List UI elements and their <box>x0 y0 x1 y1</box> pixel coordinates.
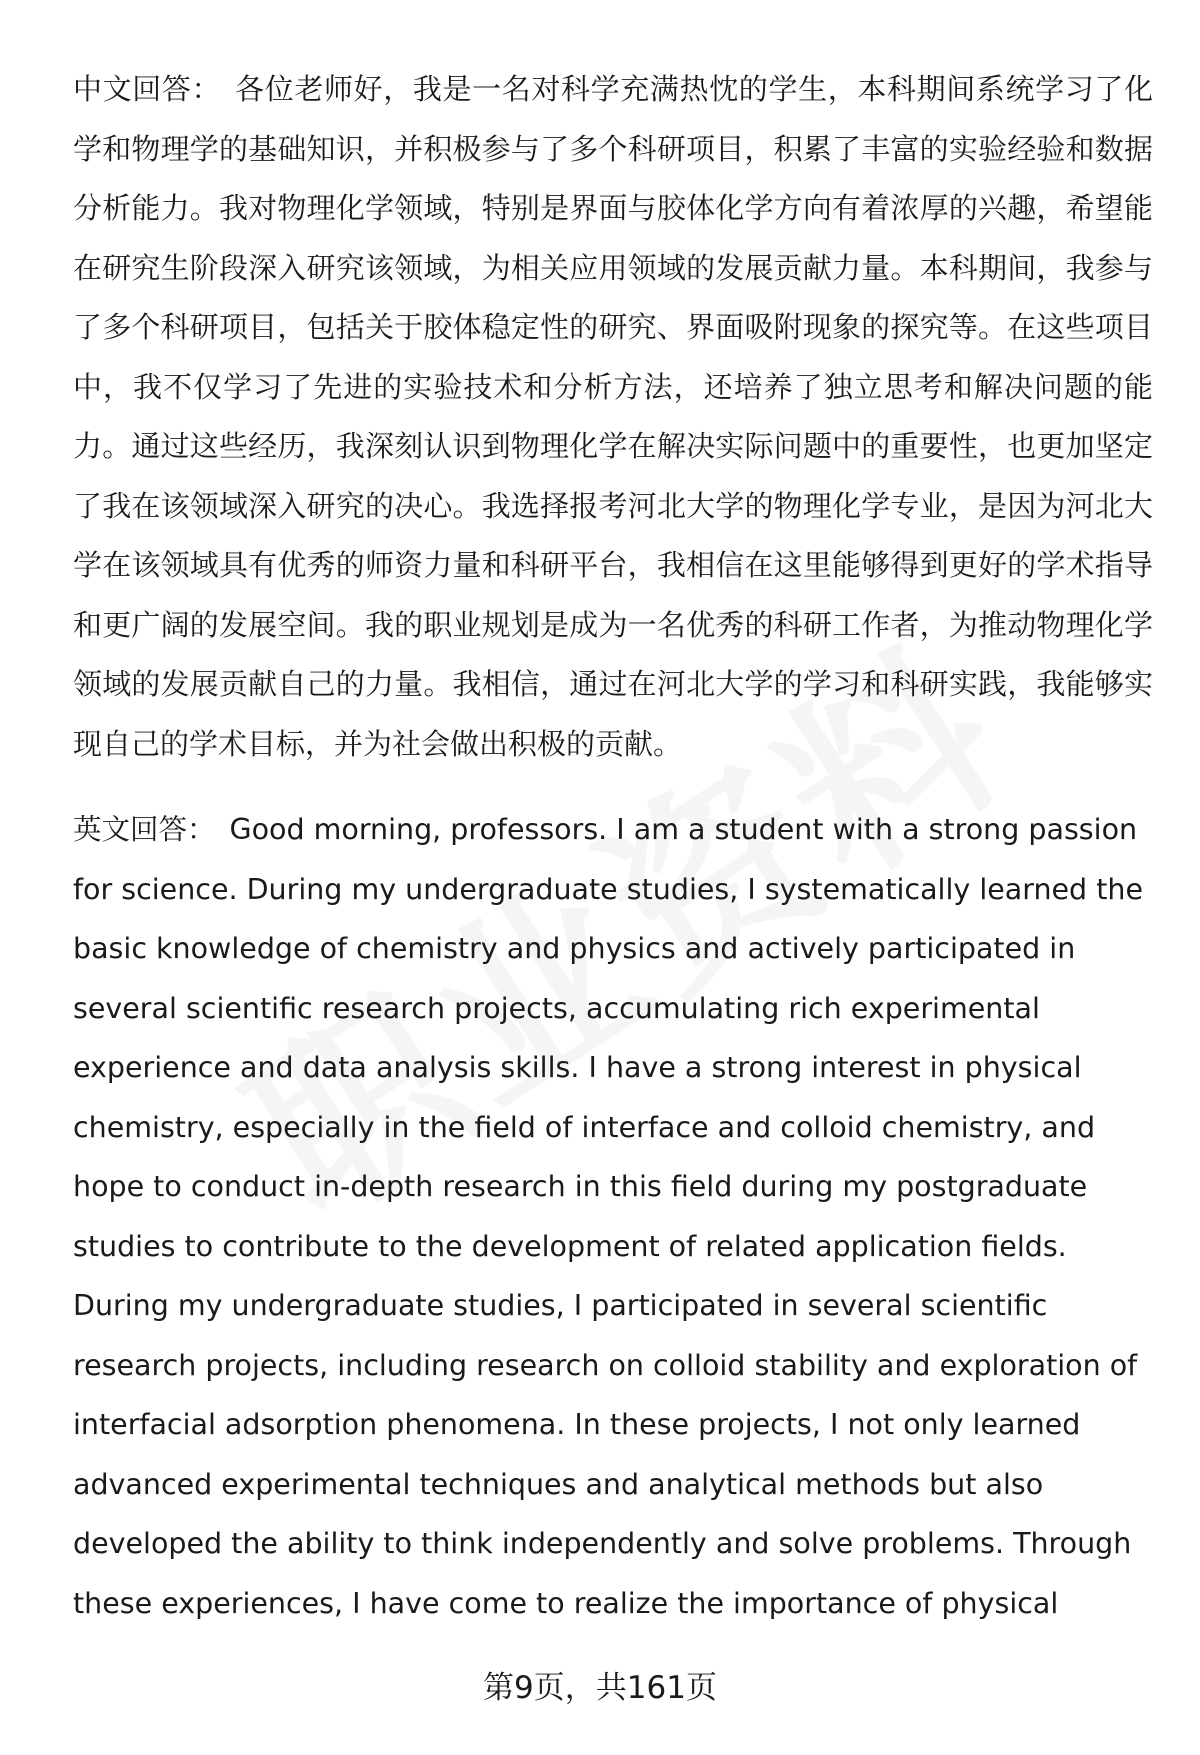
english-answer-paragraph <box>73 800 1153 1633</box>
chinese-answer-text: 各位老师好，我是一名对科学充满热忱的学生，本科期间系统学习了化学和物理学的基础知识，并积极参与了多个科研项目，积累了丰富的实验经验和数据分析能力。我对物理化学领域，特别是界面与胶体化学方向有着浓厚的兴趣，希望能在研究生阶段深入研究该领域，为相关应用领域的发展贡献力量。本科期间，我参与了多个科研项目，包括关于胶体稳定性的研究、界面吸附现象的探究等。在这些项目中，我不仅学习了先进的实验技术和分析方法，还培养了独立思考和解决问题的能力。通过这些经历，我深刻认识到物理化学在解决实际问题中的重要性，也更加坚定了我在该领域深入研究的决心。我选择报考河北大学的物理化学专业，是因为河北大学在该领域具有优秀的师资力量和科研平台，我相信在这里能够得到更好的学术指导和更广阔的发展空间。我的职业规划是成为一名优秀的科研工作者，为推动物理化学领域的发展贡献自己的力量。我相信，通过在河北大学的学习和科研实践，我能够实现自己的学术目标，并为社会做出积极的贡献。 <box>73 72 1153 761</box>
english-answer-text: Good morning, professors. I am a student with a strong passion for science. During my undergraduate studies, I systematically learned the basic knowledge of chemistry and physics and actively participated in several scientific research projects, accumulating rich experimental experience and data analysis skills. I have a strong interest in physical chemistry, especially in the field of interface and colloid chemistry, and hope to conduct in-depth research in this field during my postgraduate studies to contribute to the development of related application fields. During my undergraduate studies, I participated in several scientific research projects, including research on colloid stability and exploration of interfacial adsorption phenomena. In these projects, I not only learned advanced experimental techniques and analytical methods but also developed the ability to think independently and solve problems. Through these experiences, I have come to realize the importance of physical <box>73 813 1143 1620</box>
chinese-answer-label: 中文回答： <box>73 72 222 106</box>
page-content <box>73 60 1153 1633</box>
chinese-answer-paragraph <box>73 60 1153 774</box>
page-number-footer: 第9页，共161页 <box>483 1670 717 1706</box>
english-answer-label: 英文回答： <box>73 813 216 846</box>
